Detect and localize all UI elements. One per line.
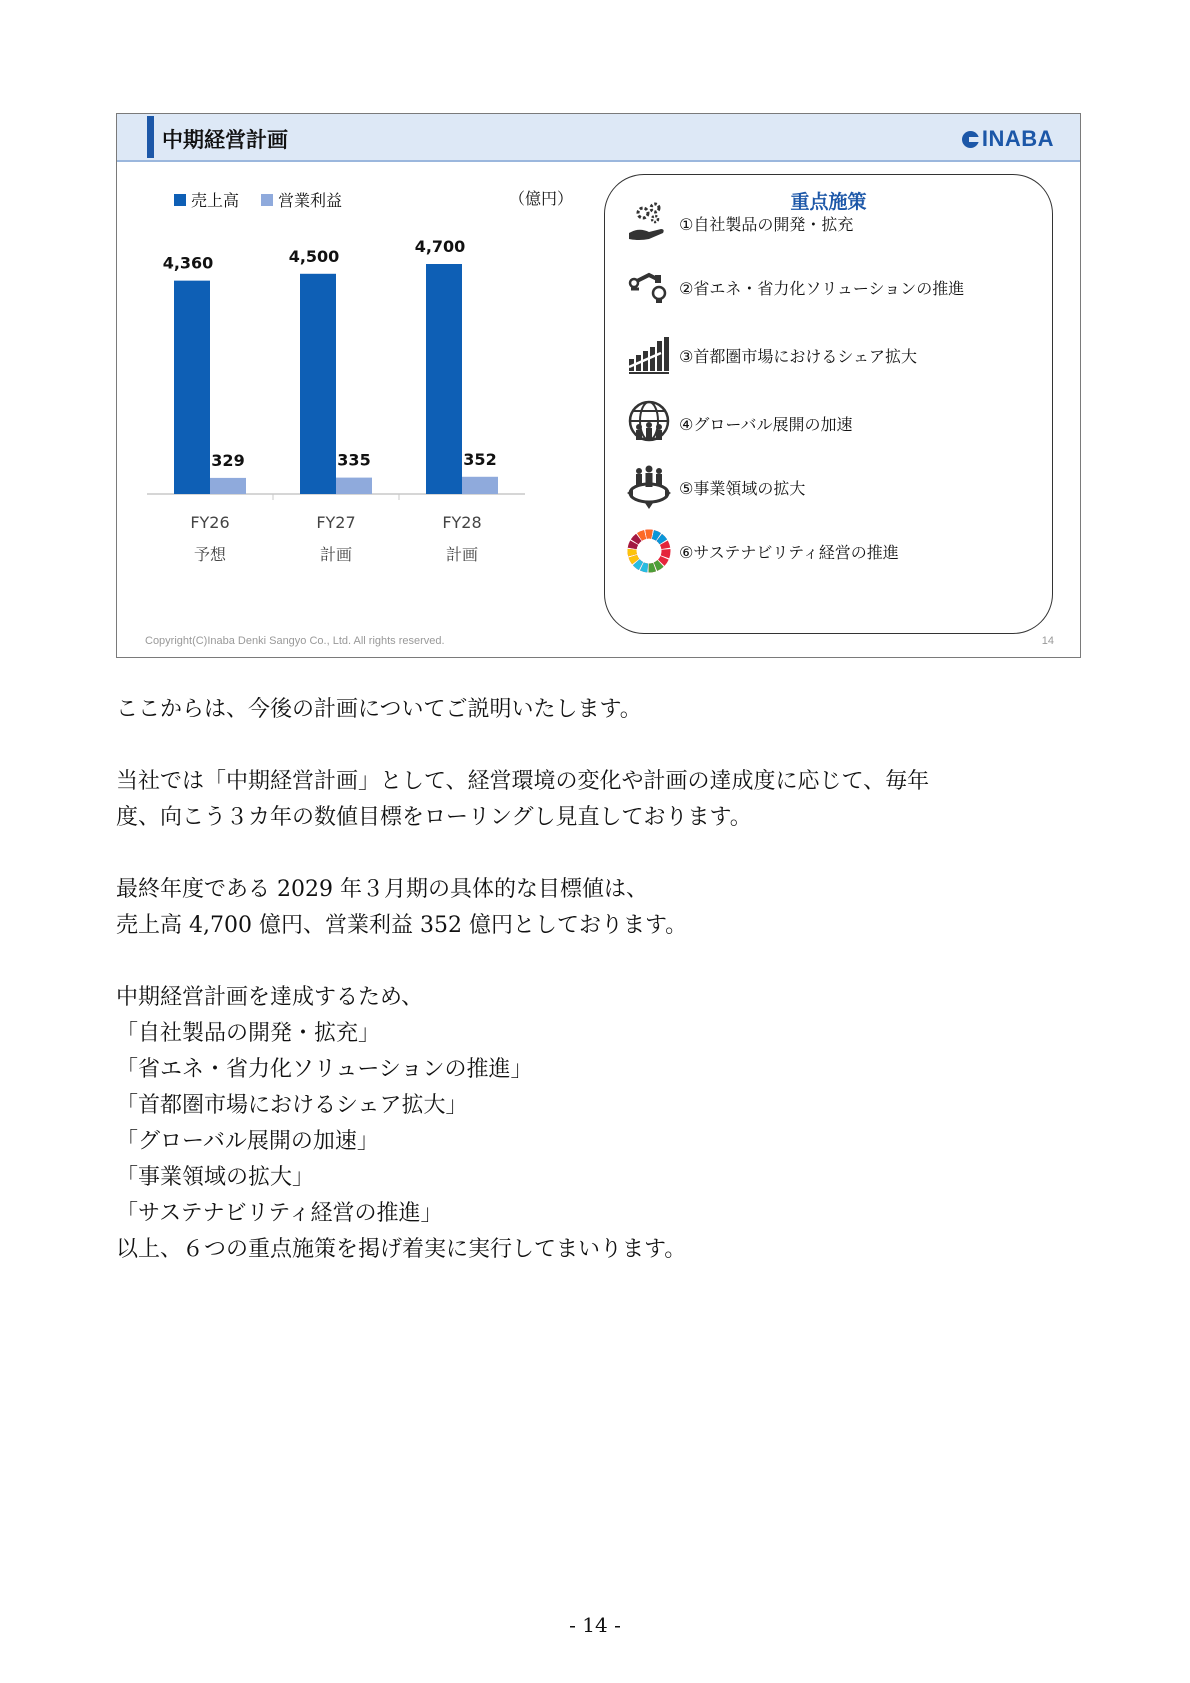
x-tick-sublabel: 予想 [193, 545, 227, 564]
sdg-wheel-icon [625, 527, 673, 575]
bar-sales-fy28 [426, 264, 462, 494]
paragraph-1 [116, 692, 1086, 728]
bar-sales-fy27 [300, 274, 336, 494]
focus-label-2: ②省エネ・省力化ソリューションの推進 [679, 278, 965, 298]
company-logo [962, 126, 1054, 152]
slide-header [117, 114, 1080, 162]
bar-chart [137, 214, 557, 594]
focus-item-4 [625, 399, 853, 447]
paragraph-2 [116, 764, 1086, 836]
paragraph-line: 度、向こう３カ年の数値目標をローリングし見直しております。 [116, 805, 752, 830]
legend-item-sales [174, 188, 239, 211]
legend-swatch-sales [174, 194, 186, 206]
focus-item-3 [625, 331, 917, 379]
focus-item-5 [625, 463, 805, 511]
data-label-sales-fy26: 4,360 [162, 253, 214, 273]
x-tick-label: FY26 [190, 513, 230, 532]
paragraph-line: 「自社製品の開発・拡充」 [116, 1021, 381, 1046]
body-text [116, 692, 1086, 1304]
paragraph-line: 「事業領域の拡大」 [116, 1165, 315, 1190]
x-tick-label: FY28 [442, 513, 482, 532]
robot-arm-bulb-icon [625, 263, 673, 311]
chart-legend [174, 188, 364, 211]
paragraph-line: 「省エネ・省力化ソリューションの推進」 [116, 1057, 533, 1082]
paragraph-line: 最終年度である 2029 年３月期の具体的な目標値は、 [116, 877, 648, 902]
paragraph-line: 「サステナビリティ経営の推進」 [116, 1201, 443, 1226]
slide-title: 中期経営計画 [162, 128, 288, 152]
legend-swatch-profit [261, 194, 273, 206]
header-accent-bar [147, 116, 154, 158]
chart-unit: （億円） [509, 189, 574, 208]
focus-item-1 [625, 199, 853, 247]
focus-label-6: ⑥サステナビリティ経営の推進 [679, 542, 899, 562]
slide-number: 14 [1041, 635, 1054, 647]
focus-item-6 [625, 527, 899, 575]
focus-title: 重点施策 [790, 191, 867, 213]
bar-sales-fy26 [174, 281, 210, 494]
legend-label-profit: 営業利益 [278, 191, 343, 210]
slide [116, 113, 1081, 658]
growth-bars-icon [625, 331, 673, 379]
data-label-profit-fy27: 335 [337, 450, 371, 470]
focus-initiatives-box [604, 174, 1053, 634]
paragraph-line: 当社では「中期経営計画」として、経営環境の変化や計画の達成度に応じて、毎年 [116, 769, 930, 794]
data-label-profit-fy28: 352 [463, 449, 497, 469]
legend-label-sales: 売上高 [191, 191, 240, 210]
paragraph-line: 中期経営計画を達成するため、 [116, 985, 424, 1010]
data-label-profit-fy26: 329 [211, 450, 245, 470]
focus-label-1: ①自社製品の開発・拡充 [679, 214, 854, 234]
logo-mark-icon [962, 131, 979, 148]
x-tick-sublabel: 計画 [445, 545, 479, 564]
paragraph-line: 「グローバル展開の加速」 [116, 1129, 379, 1154]
paragraph-4 [116, 980, 1086, 1268]
paragraph-line: ここからは、今後の計画についてご説明いたします。 [116, 697, 642, 722]
x-tick-sublabel: 計画 [319, 545, 353, 564]
logo-text: INABA [981, 126, 1054, 151]
paragraph-line: 「首都圏市場におけるシェア拡大」 [116, 1093, 468, 1118]
focus-label-3: ③首都圏市場におけるシェア拡大 [679, 346, 918, 366]
focus-item-2 [625, 263, 964, 311]
legend-item-profit [261, 188, 342, 211]
paragraph-line: 以上、６つの重点施策を掲げ着実に実行してまいります。 [116, 1237, 687, 1262]
x-tick-label: FY27 [316, 513, 356, 532]
bar-profit-fy26 [210, 478, 246, 494]
bar-profit-fy27 [336, 478, 372, 494]
focus-label-5: ⑤事業領域の拡大 [679, 478, 806, 498]
page-number: - 14 - [569, 1613, 621, 1637]
copyright-text: Copyright(C)Inaba Denki Sangyo Co., Ltd. All rights reserved. [145, 635, 445, 647]
data-label-sales-fy28: 4,700 [414, 237, 466, 256]
focus-label-4: ④グローバル展開の加速 [679, 414, 853, 434]
bar-profit-fy28 [462, 477, 498, 494]
paragraph-line: 売上高 4,700 億円、営業利益 352 億円としております。 [116, 913, 688, 938]
people-expand-icon [625, 463, 673, 511]
gears-hand-icon [625, 199, 673, 247]
globe-people-icon [625, 399, 673, 447]
paragraph-3 [116, 872, 1086, 944]
data-label-sales-fy27: 4,500 [288, 246, 340, 266]
